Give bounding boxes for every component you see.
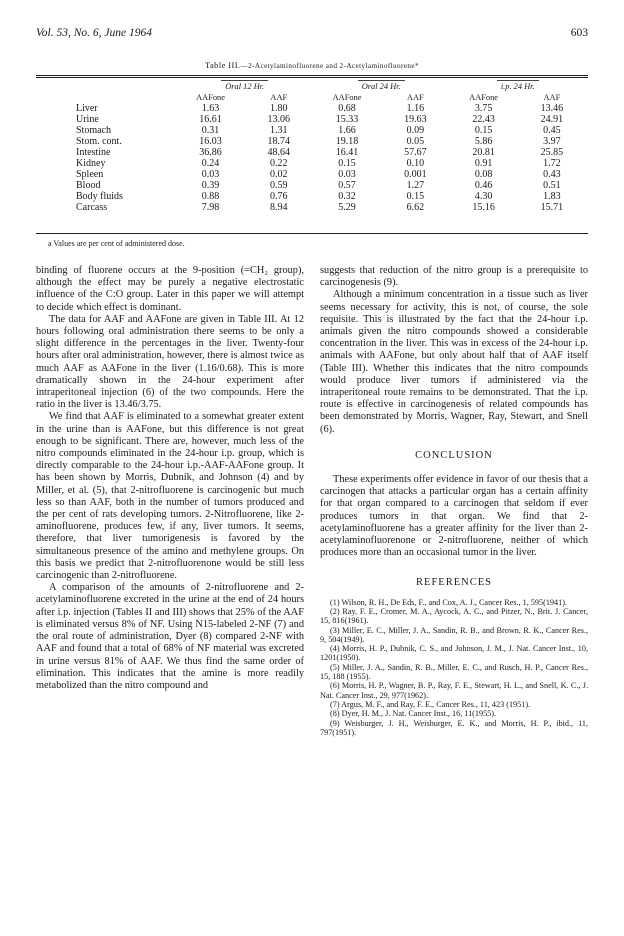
reference-item: (6) Morris, H. P., Wagner, B. P., Ray, F. E., Stewart, H. L., and Snell, K. C., J. Nat. Cancer Inst., 29, 977(1962). [320, 681, 588, 700]
table-cell: 20.81 [472, 147, 495, 158]
row-label: Spleen [76, 169, 104, 180]
table-cell: 0.001 [404, 169, 427, 180]
table-cell: 0.09 [406, 125, 425, 136]
row-label: Kidney [76, 158, 106, 169]
reference-item: (7) Argus, M. F., and Ray, F. E., Cancer Res., 11, 423 (1951). [330, 699, 531, 709]
table-cell: 0.02 [270, 169, 288, 180]
table-row [76, 169, 586, 180]
table-cell: 0.08 [474, 169, 493, 180]
table-cell: 1.66 [338, 125, 356, 136]
row-label: Stom. cont. [76, 136, 122, 147]
table-cell: 4.30 [474, 191, 493, 202]
table-cell: 13.46 [540, 103, 564, 114]
table-top-rule [36, 75, 588, 76]
table-cell: 0.39 [201, 180, 220, 191]
table-cell: 0.46 [474, 180, 493, 191]
table-row [76, 136, 586, 147]
reference-item: (3) Miller, E. C., Miller, J. A., Sandin, R. B., and Brown, R. K., Cancer Res., 9, 504(1949). [320, 625, 588, 644]
running-header-journal: Vol. 53, No. 6, June 1964 [36, 27, 152, 39]
table-caption-label: Table III. [205, 60, 241, 70]
table-cell: 18.74 [267, 136, 291, 147]
table-cell: 15.16 [472, 202, 495, 213]
subheader-cell: AAFone [469, 93, 499, 102]
table-cell: 0.22 [270, 158, 288, 169]
table-cell: 0.43 [543, 169, 561, 180]
references-heading: REFERENCES [416, 577, 492, 589]
table-caption-title: —2-Acetylaminofluorene and 2-Acetylaminofluorene* [240, 62, 419, 70]
table-row [76, 147, 586, 158]
table-cell: 1.72 [543, 158, 561, 169]
table-cell: 36.86 [199, 147, 222, 158]
body-paragraph: Although a minimum concentration in a tissue such as liver seems necessary for activity, this is not, of course, the sole requisite. This is illustrated by the fact that the 24-hour i.p. animals given the nitro compounds showed a considerable concentration in the liver. This was in excess of the 24-hour i.p. animals with AAFone, but only about half that of AAF itself (Table III). Whether this indicates that the nitro compounds would produce liver tumors if administered via the intraperitoneal route remains to be demonstrated. That the i.p. route is effective in carcinogenesis of related compounds has been demonstrated by Morris, Wagner, Ray, Stewart, and Snell (6). [320, 289, 588, 435]
table-row [76, 114, 586, 125]
table-row [76, 125, 586, 136]
table-cell: 0.31 [201, 125, 220, 136]
body-paragraph: A comparison of the amounts of 2-nitrofluorene and 2-acetylaminofluorene excreted in the urine at the end of 24 hours after i.p. injection (Tables II and III) shows that 25% of the AAF is eliminated versus 8% of NF. Using N15-labeled 2-NF (7) and the oral route of administration, Dyer (8) compared 2-NF with AAF and found that a total of 68% of NF material was excreted in urine versus 81% of AAF. We thus find the same order of elimination. This indicates that the amine is more readily metabolized than the nitro compound and [36, 582, 304, 691]
table-cell: 22.43 [472, 114, 495, 125]
table-cell: 5.29 [338, 202, 356, 213]
table-cell: 13.06 [267, 114, 291, 125]
table-caption [0, 60, 624, 70]
table-cell: 3.97 [543, 136, 561, 147]
right-column [320, 265, 588, 737]
table-cell: 1.83 [543, 191, 561, 202]
group-header-ip-24: i.p. 24 Hr. [449, 80, 586, 92]
reference-item: (2) Ray, F. E., Cromer, M. A., Aycock, A. C., and Pitzer, N., Brit. J. Cancer, 15, 816(1961). [320, 606, 588, 626]
row-label: Liver [76, 103, 98, 114]
subheader-cell: AAF [406, 93, 424, 102]
table-cell: 0.88 [201, 191, 220, 202]
table-cell: 0.15 [406, 191, 425, 202]
table-cell: 19.18 [335, 136, 359, 147]
row-label: Body fluids [76, 191, 123, 202]
distribution-table [76, 80, 586, 213]
table-row [76, 158, 586, 169]
conclusion-heading: CONCLUSION [415, 449, 493, 461]
table-subheader-row [76, 92, 586, 103]
table-cell: 1.16 [406, 103, 425, 114]
body-paragraph: The data for AAF and AAFone are given in Table III. At 12 hours following oral administration there seems to be only a slight difference in the percentages in the liver. Twenty-four hours after oral administration, however, there is almost twice as much AAF as AAFone in the liver (1.16/0.68). This is more dramatically shown in the 24-hour experiment after intraperitoneal injection (6) of the two compounds. Here the ratio in the liver is 13.46/3.75. [36, 313, 304, 411]
table-cell: 5.86 [474, 136, 493, 147]
row-label: Carcass [76, 202, 108, 213]
table-cell: 16.03 [199, 136, 222, 147]
table-row [76, 191, 586, 202]
table-row [76, 180, 586, 191]
table-cell: 0.03 [201, 169, 220, 180]
table-cell: 8.94 [270, 202, 288, 213]
table-cell: 0.59 [270, 180, 288, 191]
reference-item: (5) Miller, J. A., Sandin, R. B., Miller, E. C., and Rusch, H. P., Cancer Res., 15, 188 (1955). [320, 662, 588, 682]
table-cell: 0.32 [338, 191, 356, 202]
table-cell: 57.67 [404, 147, 427, 158]
table-cell: 0.03 [338, 169, 356, 180]
reference-item: (1) Wilson, R. H., De Eds, F., and Cox, A. J., Cancer Res., 1, 595(1941). [330, 597, 567, 607]
table-group-header-row [76, 80, 586, 92]
table-footnote: a Values are per cent of administered dose. [48, 239, 185, 248]
subheader-cell: AAF [270, 93, 288, 102]
table-cell: 1.63 [201, 103, 220, 114]
table-cell: 0.10 [406, 158, 425, 169]
body-paragraph: suggests that reduction of the nitro group is a prerequisite to carcinogenesis (9). [320, 265, 588, 289]
table-cell: 16.61 [199, 114, 222, 125]
table-row [76, 202, 586, 213]
table-cell: 25.85 [540, 147, 564, 158]
row-label: Intestine [76, 147, 111, 158]
table-cell: 16.41 [335, 147, 359, 158]
table-cell: 19.63 [404, 114, 427, 125]
table-cell: 0.05 [406, 136, 425, 147]
table-cell: 7.98 [201, 202, 220, 213]
table-cell: 15.71 [540, 202, 564, 213]
row-label: Urine [76, 114, 99, 125]
table-cell: 0.15 [338, 158, 356, 169]
table-row [76, 103, 586, 114]
reference-item: (9) Weisburger, J. H., Weisburger, E. K., and Morris, H. P., ibid., 11, 797(1951). [320, 718, 588, 737]
table-cell: 1.27 [406, 180, 425, 191]
table-cell: 15.33 [335, 114, 359, 125]
table-cell: 0.24 [201, 158, 220, 169]
table-cell: 0.91 [474, 158, 493, 169]
reference-item: (8) Dyer, H. M., J. Nat. Cancer Inst., 16, 11(1955). [330, 709, 497, 719]
table-top-rule-2 [36, 77, 588, 78]
table-cell: 0.68 [338, 103, 356, 114]
subheader-cell: AAFone [196, 93, 225, 102]
row-label: Stomach [76, 125, 111, 136]
group-header-oral-24: Oral 24 Hr. [313, 80, 450, 92]
body-paragraph: binding of fluorene occurs at the 9-position (=CH₂ group), although the effect may be purely a negative electrostatic influence of the C:O group. Later in this paper we will attempt to decide which effect is dominant. [36, 265, 304, 313]
table-cell: 1.31 [270, 125, 288, 136]
conclusion-paragraph: These experiments offer evidence in favor of our thesis that a carcinogen that attacks a particular organ has a certain affinity for that organ compared to a carcinogen that seldom if ever produces tumors in that organ. We find that 2-acetylaminofluorene has a greater affinity for the liver than 2-acetylaminofluorenone or 2-nitrofluorene, neither of which produces more than an occasional tumor in the liver. [320, 474, 588, 559]
table-cell: 3.75 [474, 103, 493, 114]
body-paragraph: We find that AAF is eliminated to a somewhat greater extent in the urine than is AAFone, but this difference is not great enough to be significant. There are, however, much less of the nitro compounds eliminated in the 24-hour i.p. group, which is directly comparable to the 24-hour i.p.-AAF-AAFone group. It has been shown by Morris, Dubnik, and Johnson (4) and by Miller, et al. (5), that 2-nitrofluorene is carcinogenic but much less so than AAF, both in the number of tumors produced and the per cent of rats developing tumors. 2-Nitrofluorene, like 2-aminofluorene, produces few, if any, liver tumors. It seems, therefore, that liver tumorigenesis is favored by the simultaneous presence of the amino and methylene groups. On this basis we predict that 2-nitrofluorenone would be still less carcinogenic than 2-nitrofluorene. [36, 411, 304, 582]
group-header-oral-12: Oral 12 Hr. [176, 80, 313, 92]
table-cell: 0.51 [543, 180, 561, 191]
reference-item: (4) Morris, H. P., Dubnik, C. S., and Johnson, J. M., J. Nat. Cancer Inst., 10, 1201(1950). [320, 644, 588, 663]
reference-list [320, 598, 588, 737]
table-cell: 48.64 [267, 147, 291, 158]
table-cell: 0.45 [543, 125, 561, 136]
table-cell: 0.15 [474, 125, 493, 136]
table-cell: 0.76 [270, 191, 288, 202]
table-bottom-rule [36, 233, 588, 234]
table-cell: 0.57 [338, 180, 356, 191]
subheader-cell: AAF [543, 93, 561, 102]
table-cell: 1.80 [270, 103, 288, 114]
table-cell: 24.91 [540, 114, 564, 125]
subheader-cell: AAFone [332, 93, 362, 102]
page-number: 603 [570, 27, 588, 39]
table-cell: 6.62 [406, 202, 425, 213]
left-column [36, 265, 304, 692]
row-label: Blood [76, 180, 101, 191]
